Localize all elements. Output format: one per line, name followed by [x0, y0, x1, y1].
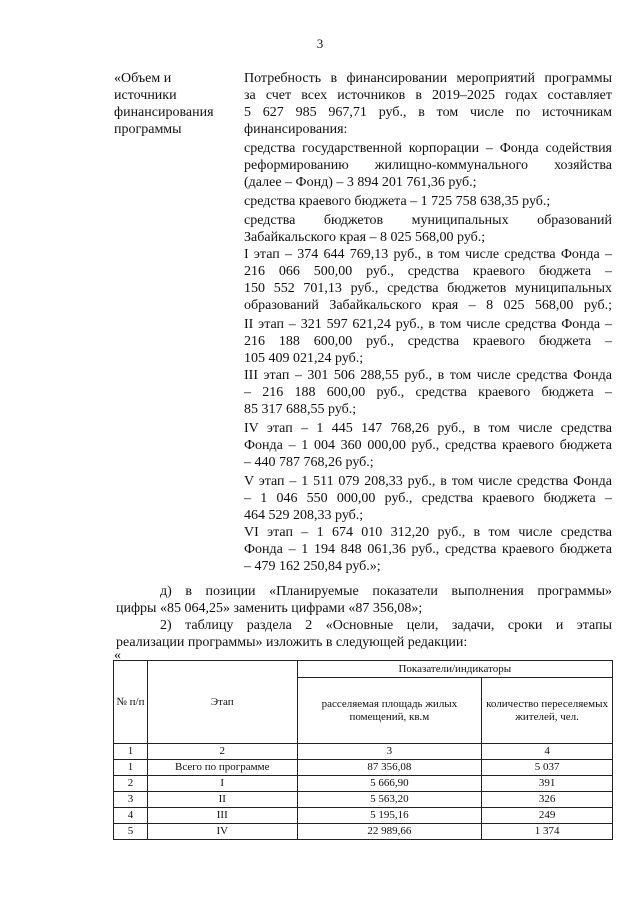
funding-text-line: Фонда – 1 004 360 000,00 руб., средства краевого бюджета: [244, 438, 612, 453]
funding-text-line: за счет всех источников в 2019–2025 годах составляет: [244, 88, 612, 103]
table-cell: 4: [482, 744, 613, 760]
table-cell: 87 356,08: [297, 760, 482, 776]
table-cell: 22 989,66: [297, 824, 482, 840]
funding-text-line: III этап – 301 506 288,55 руб., в том числе средства Фонда: [244, 368, 612, 383]
funding-text-line: средства краевого бюджета – 1 725 758 638,35 руб.;: [244, 194, 551, 209]
funding-text-line: – 440 787 768,26 руб.;: [244, 455, 374, 470]
header-stage: Этап: [147, 661, 297, 744]
section-label-line: источники: [114, 88, 177, 103]
paragraph-2-line: 2) таблицу раздела 2 «Основные цели, задачи, сроки и этапы: [160, 618, 612, 633]
table-cell: 5 037: [482, 760, 613, 776]
funding-text-line: средства бюджетов муниципальных образований: [244, 213, 612, 228]
table-cell: 249: [482, 808, 613, 824]
table-cell: 5: [114, 824, 148, 840]
table-cell: 1 374: [482, 824, 613, 840]
table-cell: 1: [114, 760, 148, 776]
paragraph-d-line: д) в позиции «Планируемые показатели выполнения программы»: [160, 584, 612, 599]
section-label-line: финансирования: [114, 105, 214, 120]
table-cell: 5 666,90: [297, 776, 482, 792]
funding-text-line: VI этап – 1 674 010 312,20 руб., в том числе средства: [244, 525, 612, 540]
indicators-table: [113, 660, 613, 840]
table-row: [114, 792, 613, 808]
funding-text-line: Забайкальского края – 8 025 568,00 руб.;: [244, 230, 486, 245]
funding-text-line: (далее – Фонд) – 3 894 201 761,36 руб.;: [244, 175, 477, 190]
table-row: [114, 824, 613, 840]
funding-text-line: 85 317 688,55 руб.;: [244, 402, 357, 417]
paragraph-2-line: реализации программы» изложить в следующей редакции:: [116, 635, 468, 650]
table-cell: 5 195,16: [297, 808, 482, 824]
table-cell: 391: [482, 776, 613, 792]
funding-text-line: Фонда – 1 194 848 061,36 руб., средства краевого бюджета: [244, 542, 612, 557]
header-number: № п/п: [114, 661, 148, 744]
table-row: [114, 744, 613, 760]
funding-text-line: реформированию жилищно-коммунального хозяйства: [244, 158, 612, 173]
table-cell: I: [147, 776, 297, 792]
header-area: расселяемая площадь жилых помещений, кв.м: [297, 678, 482, 744]
paragraph-d-line: цифры «85 064,25» заменить цифрами «87 356,08»;: [116, 601, 423, 616]
table-header-row: [114, 661, 613, 678]
funding-text-line: IV этап – 1 445 147 768,26 руб., в том числе средства: [244, 421, 612, 436]
table-row: [114, 760, 613, 776]
table-cell: III: [147, 808, 297, 824]
funding-text-line: – 479 162 250,84 руб.»;: [244, 559, 381, 574]
table-cell: 4: [114, 808, 148, 824]
funding-text-line: образований Забайкальского края – 8 025 568,00 руб.;: [244, 298, 612, 313]
table-cell: 2: [147, 744, 297, 760]
funding-text-line: 105 409 021,24 руб.;: [244, 351, 364, 366]
funding-text-line: – 1 046 550 000,00 руб., средства краевого бюджета –: [244, 491, 612, 506]
opening-quote: «: [114, 648, 121, 663]
table-cell: IV: [147, 824, 297, 840]
funding-text-line: 216 188 600,00 руб., средства краевого бюджета –: [244, 334, 612, 349]
table-cell: 5 563,20: [297, 792, 482, 808]
table-cell: II: [147, 792, 297, 808]
funding-text-line: II этап – 321 597 621,24 руб., в том числе средства Фонда –: [244, 317, 612, 332]
section-label-line: «Объем и: [114, 71, 172, 86]
funding-text-line: I этап – 374 644 769,13 руб., в том числе средства Фонда –: [244, 247, 612, 262]
table-row: [114, 808, 613, 824]
section-label: [114, 70, 234, 138]
table-row: [114, 776, 613, 792]
funding-text-line: 150 552 701,13 руб., средства бюджетов муниципальных: [244, 281, 612, 296]
funding-text-line: 216 066 500,00 руб., средства краевого бюджета –: [244, 264, 612, 279]
funding-text-line: – 216 188 600,00 руб., средства краевого бюджета –: [244, 385, 612, 400]
funding-text-line: 5 627 985 967,71 руб., в том числе по источникам: [244, 105, 612, 120]
section-label-line: программы: [114, 122, 182, 137]
funding-text-line: 464 529 208,33 руб.;: [244, 508, 364, 523]
funding-text-line: Потребность в финансировании мероприятий программы: [244, 71, 612, 86]
table-cell: Всего по программе: [147, 760, 297, 776]
funding-text-line: финансирования:: [244, 122, 348, 137]
page-number: 3: [316, 36, 324, 51]
table-cell: 2: [114, 776, 148, 792]
header-people: количество переселяемых жителей, чел.: [482, 678, 613, 744]
funding-text-line: V этап – 1 511 079 208,33 руб., в том числе средства Фонда: [244, 474, 612, 489]
table-cell: 3: [297, 744, 482, 760]
table-cell: 1: [114, 744, 148, 760]
header-indicators: Показатели/индикаторы: [297, 661, 612, 678]
table-cell: 326: [482, 792, 613, 808]
funding-text-line: средства государственной корпорации – Фонда содействия: [244, 141, 612, 156]
table-cell: 3: [114, 792, 148, 808]
